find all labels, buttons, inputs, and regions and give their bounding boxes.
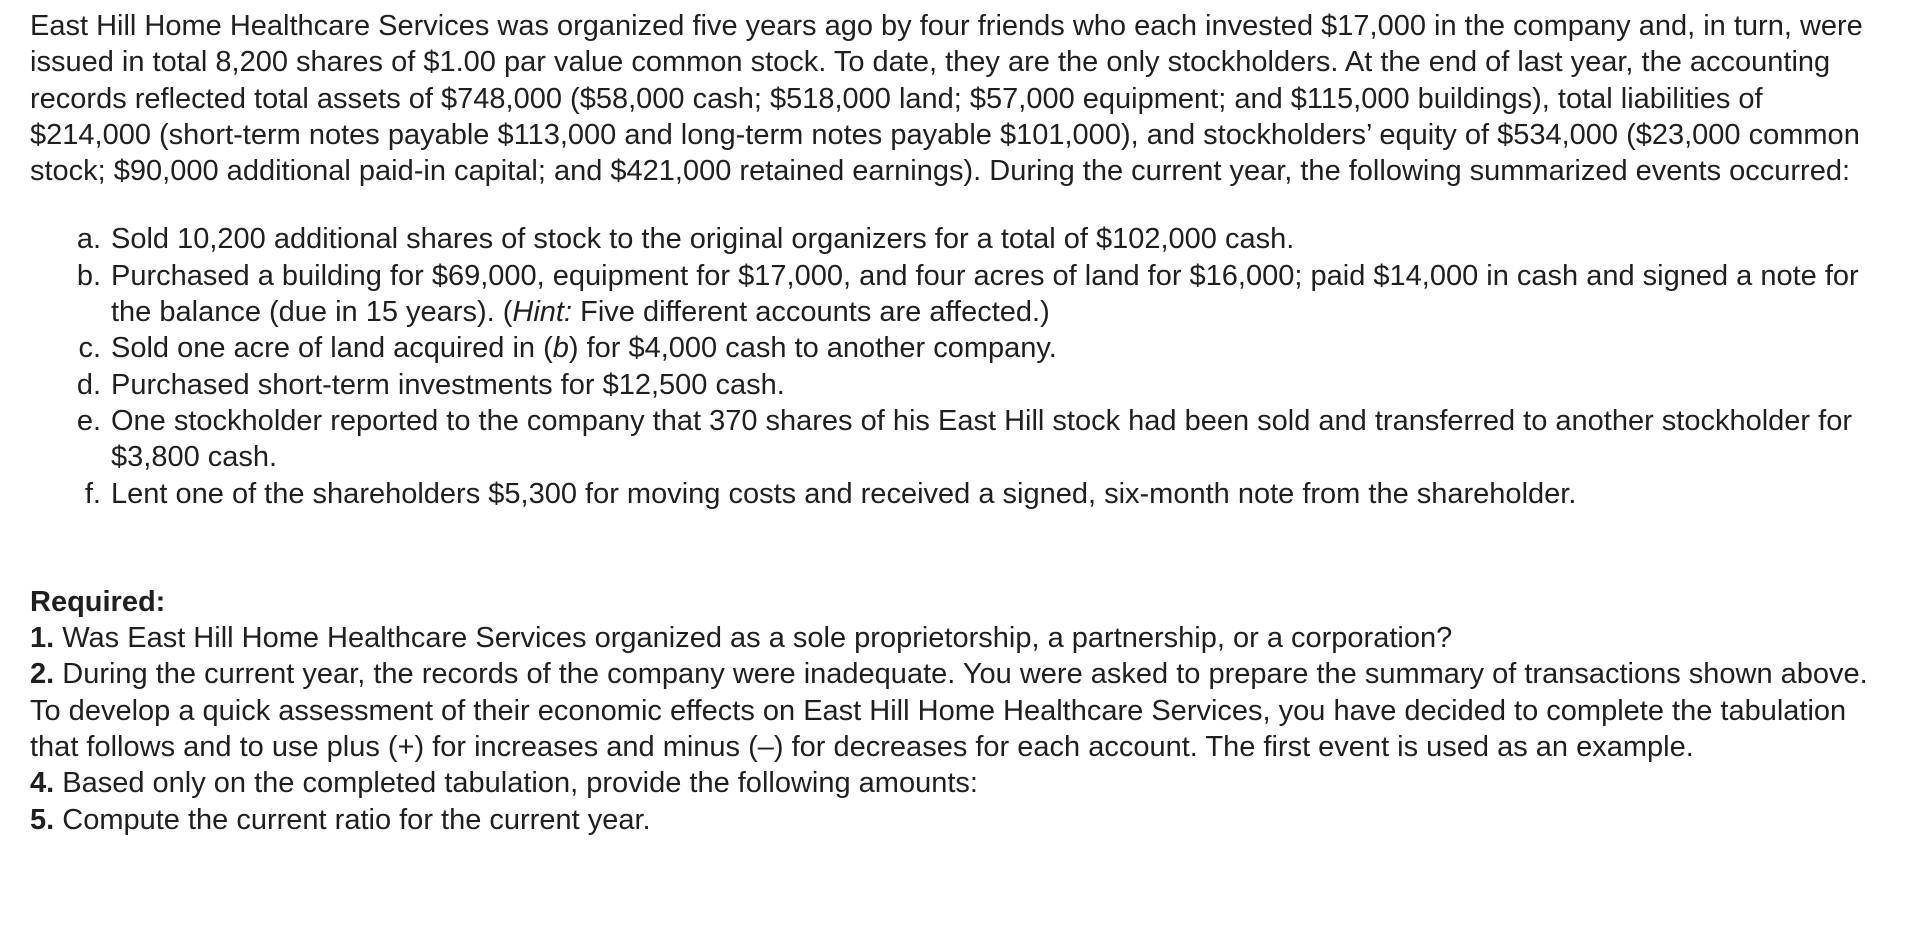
required-text: Based only on the completed tabulation, provide the following amounts: [54,767,978,800]
required-section [30,584,1884,838]
required-text: Was East Hill Home Healthcare Services organized as a sole proprietorship, a partnership, or a corporation? [54,622,1453,655]
required-text: Compute the current ratio for the current year. [54,803,651,836]
event-item-a [30,221,1884,257]
required-item-1 [30,620,1884,656]
required-heading: Required: [30,585,166,618]
event-letter: e. [76,404,101,437]
event-item-e [30,403,1884,476]
event-item-c [30,330,1884,366]
event-text: Sold one acre of land acquired in (b) for $4,000 cash to another company. [111,332,1057,365]
required-item-4 [30,765,1884,801]
event-list [30,221,1884,511]
event-text: One stockholder reported to the company that 370 shares of his East Hill stock had been sold and transferred to another stockholder for $3,800 cash. [111,404,1852,474]
required-number: 5. [30,803,55,836]
event-letter: c. [78,332,101,365]
intro-paragraph: East Hill Home Healthcare Services was organized five years ago by four friends who each invested $17,000 in the company and, in turn, were issued in total 8,200 shares of $1.00 par value common stock. To date, they are the only stockholders. At the end of last year, the accounting records reflected total assets of $748,000 ($58,000 cash; $518,000 land; $57,000 equipment; and $115,000 buildings), total liabilities of $214,000 (short-term notes payable $113,000 and long-term notes payable $101,000), and stockholders’ equity of $534,000 ($23,000 common stock; $90,000 additional paid-in capital; and $421,000 retained earnings). During the current year, the following summarized events occurred: [30,10,1863,188]
event-text: Sold 10,200 additional shares of stock to the original organizers for a total of $102,000 cash. [111,223,1295,256]
event-letter: f. [84,477,101,510]
event-letter: d. [76,368,101,401]
event-item-b [30,258,1884,331]
event-text: Purchased a building for $69,000, equipment for $17,000, and four acres of land for $16,000; paid $14,000 in cash and signed a note for the balance (due in 15 years). (Hint: Five different accounts are affected.) [111,259,1859,329]
event-letter: a. [76,223,101,256]
event-item-f [30,476,1884,512]
required-number: 1. [30,622,55,655]
required-text: During the current year, the records of the company were inadequate. You were asked to prepare the summary of transactions shown above. To develop a quick assessment of their economic effects on East Hill Home Healthcare Services, you have decided to complete the tabulation that follows and to use plus (+) for increases and minus (–) for decreases for each account. The first event is used as an example. [30,658,1868,764]
required-item-5 [30,802,1884,838]
event-letter: b. [76,259,101,292]
event-item-d [30,367,1884,403]
event-reference: b [552,332,569,365]
required-number: 2. [30,658,55,691]
event-text: Lent one of the shareholders $5,300 for moving costs and received a signed, six-month note from the shareholder. [111,477,1577,510]
event-text: Purchased short-term investments for $12,500 cash. [111,368,785,401]
required-item-2 [30,656,1884,765]
required-number: 4. [30,767,55,800]
hint-label: Hint: [512,296,573,329]
